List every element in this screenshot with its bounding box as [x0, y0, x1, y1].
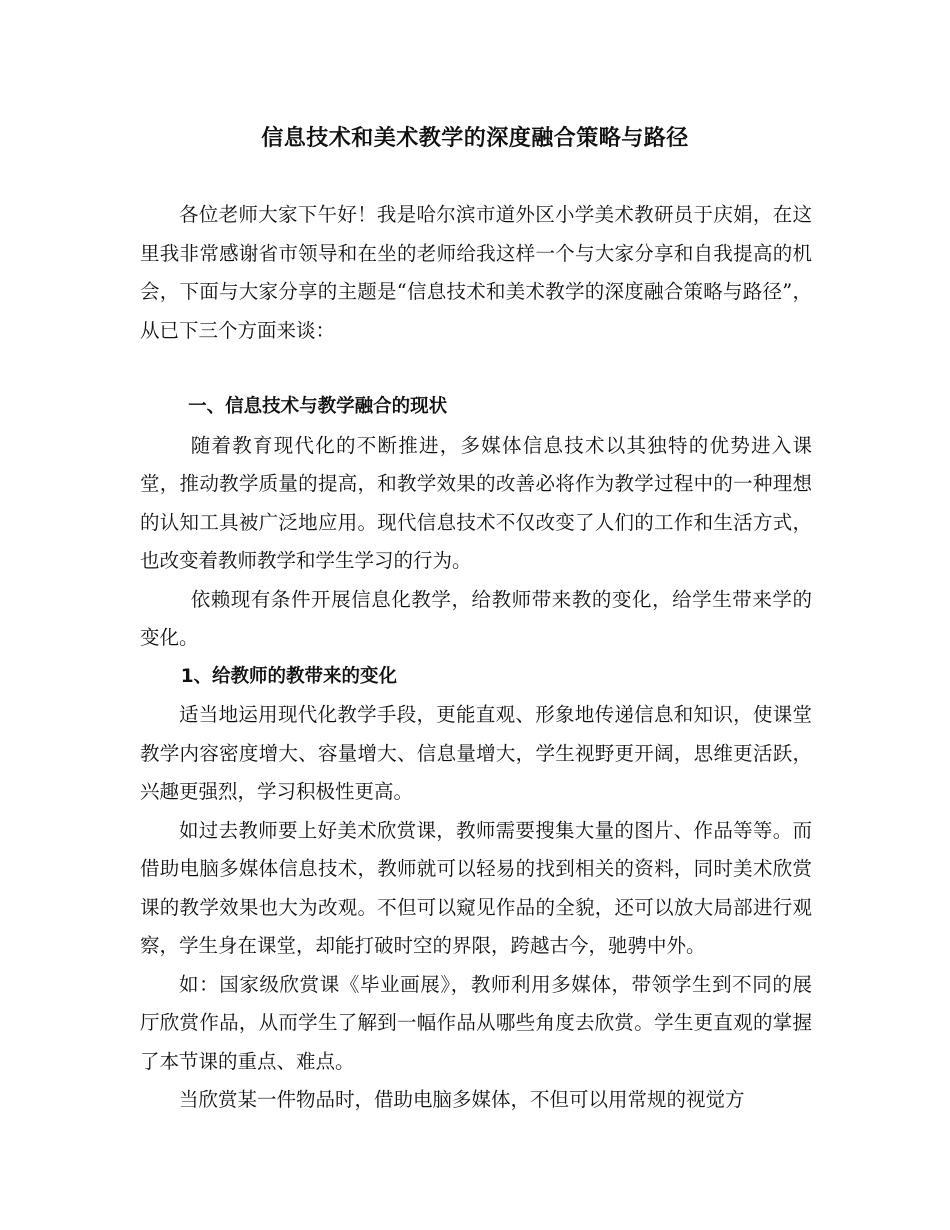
subsection-1-paragraph-4: 当欣赏某一件物品时，借助电脑多媒体，不但可以用常规的视觉方 — [179, 1088, 745, 1111]
document-title: 信息技术和美术教学的深度融合策略与路径 — [261, 125, 689, 151]
section-heading-1: 一、信息技术与教学融合的现状 — [188, 396, 448, 417]
paragraph-gap — [140, 350, 812, 388]
document-body — [140, 196, 812, 1120]
subsection-1-paragraph-2: 如过去教师要上好美术欣赏课，教师需要搜集大量的图片、作品等等。而借助电脑多媒体信息技术，教师就可以轻易的找到相关的资料，同时美术欣赏课的教学效果也大为改观。不但可以窥见作品的全貌，还可以放大局部进行观察，学生身在课堂，却能打破时空的界限，跨越古今，驰骋中外。 — [140, 818, 812, 957]
intro-paragraph: 各位老师大家下午好！我是哈尔滨市道外区小学美术教研员于庆娟，在这里我非常感谢省市领导和在坐的老师给我这样一个与大家分享和自我提高的机会，下面与大家分享的主题是“信息技术和美术教学的深度融合策略与路径”，从已下三个方面来谈： — [140, 203, 812, 342]
subsection-1-paragraph-3: 如：国家级欣赏课《毕业画展》，教师利用多媒体，带领学生到不同的展厅欣赏作品，从而学生了解到一幅作品从哪些角度去欣赏。学生更直观的掌握了本节课的重点、难点。 — [140, 972, 812, 1073]
subsection-heading-1: 1、给教师的教带来的变化 — [180, 665, 398, 687]
section-1-paragraph-1: 随着教育现代化的不断推进，多媒体信息技术以其独特的优势进入课堂，推动教学质量的提高，和教学效果的改善必将作为教学过程中的一种理想的认知工具被广泛地应用。现代信息技术不仅改变了人们的工作和生活方式，也改变着教师教学和学生学习的行为。 — [140, 433, 812, 572]
subsection-1-paragraph-1: 适当地运用现代化教学手段，更能直观、形象地传递信息和知识，使课堂教学内容密度增大、容量增大、信息量增大，学生视野更开阔，思维更活跃，兴趣更强烈，学习积极性更高。 — [140, 703, 812, 803]
section-1-paragraph-2: 依赖现有条件开展信息化教学，给教师带来教的变化，给学生带来学的变化。 — [140, 587, 812, 649]
